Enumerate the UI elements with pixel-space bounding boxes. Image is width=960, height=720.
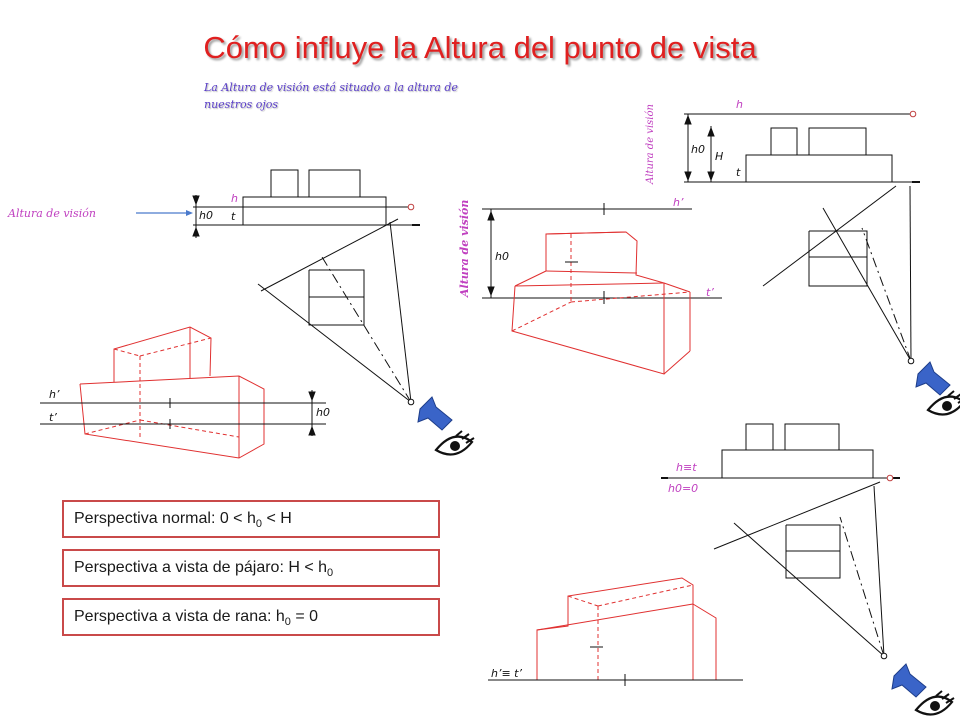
box-bird-perspective: [62, 549, 440, 587]
box-bird-sub: 0: [327, 567, 334, 580]
middle-labels: [458, 196, 714, 299]
top-right-t: t: [736, 166, 741, 179]
subtitle-note: La Altura de visión está situado a la altura de nuestros ojos: [204, 81, 458, 111]
arrow-icon: [892, 664, 926, 697]
eye-icon: [928, 391, 960, 415]
arrow-icon: [418, 397, 452, 430]
bottom-right-h-eq-t: h≡t: [676, 461, 697, 474]
left-persp-t: t’: [49, 411, 57, 424]
arrow-icon: [916, 362, 950, 395]
box-frog-prefix: Perspectiva a vista de rana: h: [74, 608, 285, 625]
left-perspective-labels: [49, 388, 330, 424]
eye-icon: [916, 691, 954, 715]
left-plan-view: [193, 170, 420, 405]
middle-vertical-label: Altura de visión: [458, 199, 471, 297]
middle-t: t’: [706, 286, 714, 299]
left-viewer: [418, 397, 474, 455]
box-normal-sub: 0: [255, 518, 262, 531]
middle-lines: [482, 203, 722, 304]
middle-h0: h0: [495, 250, 509, 263]
bottom-right-plan: [661, 424, 900, 659]
top-right-viewer: [916, 362, 960, 415]
left-persp-h0: h0: [316, 406, 330, 419]
bottom-right-h0-zero: h0=0: [668, 482, 699, 495]
middle-h: h’: [673, 196, 684, 209]
bottom-right-viewer: [892, 664, 954, 715]
box-normal-prefix: Perspectiva normal: 0 < h: [74, 510, 256, 527]
left-plan-h: h: [231, 192, 238, 205]
left-side-label: Altura de visión: [8, 207, 96, 220]
frog-perspective-lines: [488, 674, 743, 686]
box-normal-perspective: [62, 500, 440, 538]
box-frog-suffix: = 0: [290, 608, 319, 625]
eye-icon: [436, 431, 474, 455]
box-frog-sub: 0: [284, 616, 291, 629]
frog-persp-label: h’≡ t’: [491, 667, 522, 680]
left-plan-t: t: [231, 210, 236, 223]
page-title: Cómo influye la Altura del punto de vista: [203, 30, 757, 65]
top-right-labels: [645, 98, 743, 185]
box-frog-perspective: [62, 598, 440, 636]
top-right-h0: h0: [691, 143, 705, 156]
box-normal-suffix: < H: [262, 510, 292, 527]
arrow-icon: [186, 210, 193, 216]
top-right-h: h: [736, 98, 743, 111]
middle-perspective: [512, 232, 690, 374]
left-perspective: [80, 327, 264, 458]
top-right-H: H: [715, 150, 724, 163]
box-bird-prefix: Perspectiva a vista de pájaro: H < h: [74, 559, 328, 576]
frog-perspective: [537, 578, 716, 680]
top-right-vertical-label: Altura de visión: [645, 104, 656, 184]
left-persp-h: h’: [49, 388, 60, 401]
left-plan-h0: h0: [199, 209, 213, 222]
